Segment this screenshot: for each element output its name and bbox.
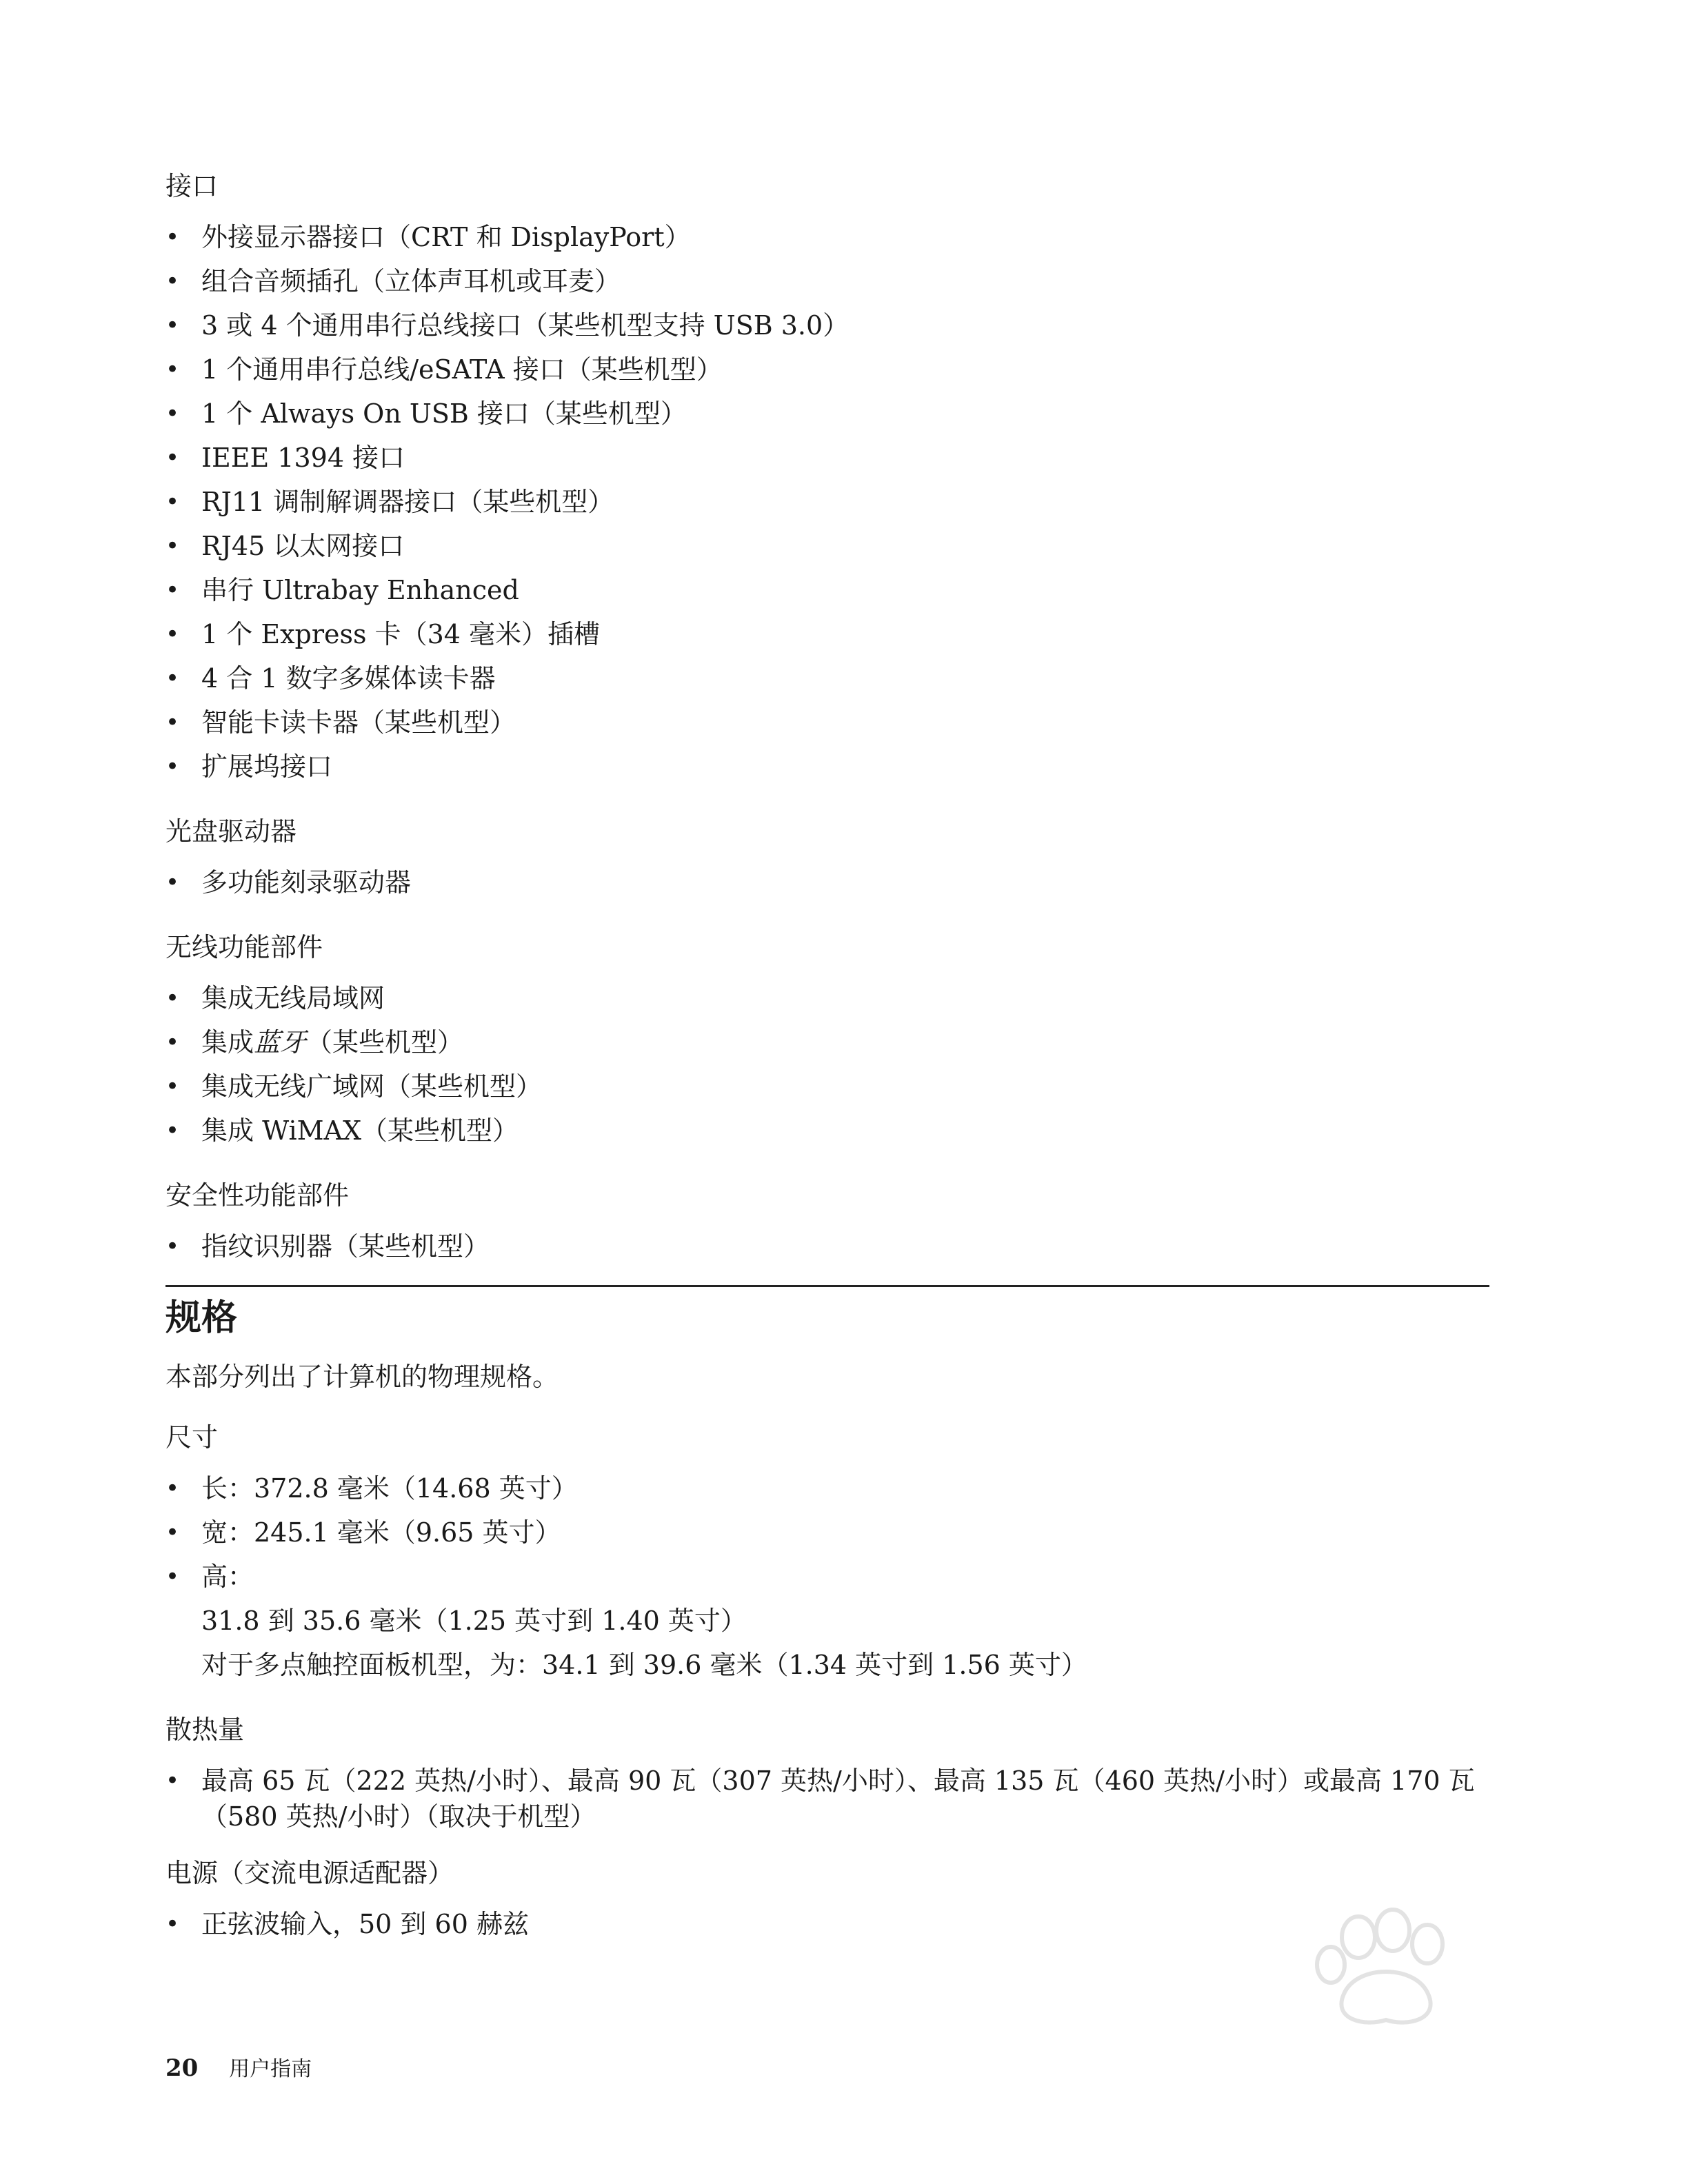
interfaces-heading: 接口: [165, 171, 219, 201]
list-item: • 4 合 1 数字多媒体读卡器: [165, 660, 1489, 705]
list-item: • 1 个 Express 卡（34 毫米）插槽: [165, 616, 1489, 660]
power-heading: 电源（交流电源适配器）: [165, 1858, 454, 1888]
height-range-multitouch: 对于多点触控面板机型，为：34.1 到 39.6 毫米（1.34 英寸到 1.56 英寸）: [201, 1650, 1087, 1680]
heat-heading: 散热量: [165, 1715, 245, 1745]
wireless-list: [165, 980, 1489, 1157]
list-item: • 宽：245.1 毫米（9.65 英寸）: [165, 1515, 1489, 1559]
specs-title: 规格: [165, 1297, 238, 1339]
list-item: • 高：: [165, 1559, 1489, 1603]
list-item: • 集成 WiMAX（某些机型）: [165, 1113, 1489, 1157]
security-heading: 安全性功能部件: [165, 1180, 350, 1211]
page-number: 20: [165, 2054, 199, 2082]
bt-suffix: （某些机型）: [306, 1027, 464, 1058]
list-item: • IEEE 1394 接口: [165, 440, 1489, 484]
list-item: • 多功能刻录驱动器: [165, 865, 1489, 909]
dimensions-list: [165, 1470, 1489, 1603]
list-item: • 集成无线广域网（某些机型）: [165, 1069, 1489, 1113]
list-item: • 长：372.8 毫米（14.68 英寸）: [165, 1470, 1489, 1515]
height-range: 31.8 到 35.6 毫米（1.25 英寸到 1.40 英寸）: [201, 1606, 747, 1636]
heat-list: [165, 1763, 1489, 1834]
list-item: • 智能卡读卡器（某些机型）: [165, 705, 1489, 749]
list-item: • RJ11 调制解调器接口（某些机型）: [165, 484, 1489, 528]
wireless-heading: 无线功能部件: [165, 932, 323, 962]
section-divider: [165, 1285, 1489, 1287]
interfaces-list: [165, 219, 1489, 793]
list-item: • 1 个 Always On USB 接口（某些机型）: [165, 396, 1489, 440]
page-footer: [165, 2052, 312, 2082]
list-item: • 扩展坞接口: [165, 749, 1489, 793]
doc-title: 用户指南: [229, 2057, 312, 2081]
optical-list: [165, 865, 1489, 909]
security-list: [165, 1228, 1489, 1273]
list-item: • 串行 Ultrabay Enhanced: [165, 572, 1489, 616]
page-content: [165, 171, 1489, 1974]
list-item: • 外接显示器接口（CRT 和 DisplayPort）: [165, 219, 1489, 263]
specs-intro: 本部分列出了计算机的物理规格。: [165, 1362, 559, 1392]
list-item: • 指纹识别器（某些机型）: [165, 1228, 1489, 1273]
list-item: [165, 1024, 1489, 1069]
list-item: • 3 或 4 个通用串行总线接口（某些机型支持 USB 3.0）: [165, 307, 1489, 352]
paw-icon: [1317, 1910, 1443, 2023]
optical-heading: 光盘驱动器: [165, 816, 297, 847]
list-item: • 集成无线局域网: [165, 980, 1489, 1024]
list-item: • 最高 65 瓦（222 英热/小时）、最高 90 瓦（307 英热/小时）、最高 135 瓦（460 英热/小时）或最高 170 瓦（580 英热/小时）（取决于机型）: [165, 1763, 1489, 1834]
list-item: • 1 个通用串行总线/eSATA 接口（某些机型）: [165, 352, 1489, 396]
bt-prefix: 集成: [201, 1027, 254, 1058]
list-item: • 正弦波输入，50 到 60 赫兹: [165, 1906, 1489, 1950]
list-item: • 组合音频插孔（立体声耳机或耳麦）: [165, 263, 1489, 307]
list-item: • RJ45 以太网接口: [165, 528, 1489, 572]
dimensions-heading: 尺寸: [165, 1422, 219, 1453]
baidu-watermark-logo: [1186, 1889, 1572, 2137]
bt-name: 蓝牙: [254, 1027, 307, 1058]
